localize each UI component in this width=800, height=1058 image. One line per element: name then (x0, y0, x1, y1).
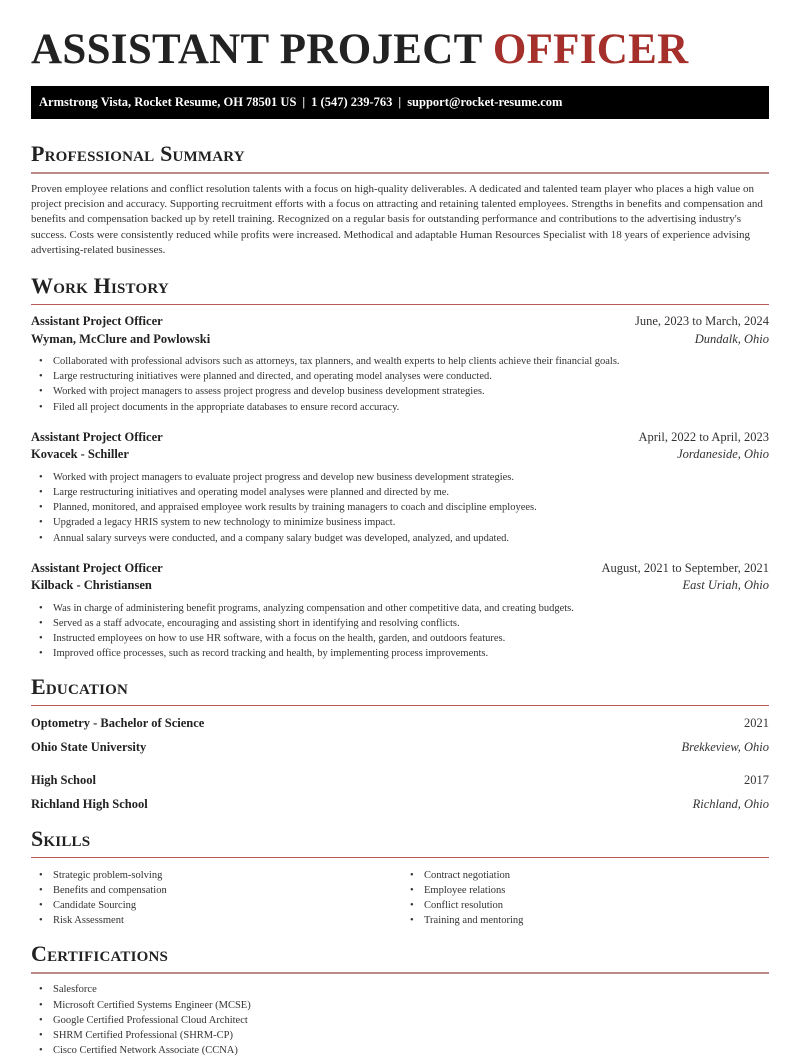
job-dates: June, 2023 to March, 2024 (634, 314, 769, 329)
job-entry (31, 429, 769, 546)
contact-phone: 1 (547) 239-763 (311, 95, 393, 109)
name-primary: ASSISTANT PROJECT (31, 26, 493, 73)
job-dates: August, 2021 to September, 2021 (601, 560, 769, 575)
job-bullet: • Served as a staff advocate, encouraging and assisting short in identifying and resolving conflicts. (39, 616, 769, 631)
contact-email[interactable]: support@rocket-resume.com (407, 95, 563, 109)
certification-item: • Salesforce (39, 982, 769, 997)
section-divider (31, 172, 769, 174)
edu-location: Brekkeview, Ohio (681, 739, 769, 754)
section-divider (31, 857, 769, 858)
summary-text: Proven employee relations and conflict resolution talents with a focus on high-quality deliverables. A dedicated and talented team player who places a high value on project precision and accuracy. Supporting recruitment efforts with a focus on attracting and retaining talented employees. Strengths in benefits and compensation and benefits and compensation backed up by retell training. Recognized on a regular basis for outstanding performance and contributions to the advertising industry's success. Costs were consistently reduced while profits were increased. Methodical and adaptable Human Resources Specialist with 18 years of experience advising advertising-related businesses. (31, 183, 763, 256)
job-bullet: • Was in charge of administering benefit programs, analyzing compensation and other competitive data, and creating budgets. (39, 601, 769, 616)
job-company: Wyman, McClure and Powlowski (31, 331, 211, 346)
job-location: Dundalk, Ohio (694, 331, 769, 346)
section-skills (31, 826, 769, 929)
skill-item: • Training and mentoring (410, 913, 773, 928)
job-bullet: • Worked with project managers to assess project progress and develop business development strategies. (39, 384, 769, 399)
section-work-history (31, 273, 769, 662)
skills-columns (31, 866, 769, 929)
section-certifications (31, 941, 769, 1058)
skills-list-right (402, 868, 773, 929)
skill-item: • Candidate Sourcing (39, 898, 402, 913)
section-title-education: Education (31, 673, 129, 699)
certifications-list (31, 982, 769, 1058)
section-education (31, 674, 769, 813)
skill-item: • Risk Assessment (39, 913, 402, 928)
job-bullet: • Large restructuring initiatives were planned and directed, and operating model analyses were conducted. (39, 369, 769, 384)
job-bullets (31, 601, 769, 662)
job-bullet: • Improved office processes, such as record tracking and health, by implementing process improvements. (39, 646, 769, 661)
edu-year: 2017 (744, 772, 769, 787)
contact-separator: | (398, 95, 402, 109)
job-bullet: • Annual salary surveys were conducted, and a company salary budget was developed, analyzed, and updated. (39, 531, 769, 546)
job-location: Jordaneside, Ohio (677, 447, 769, 462)
certification-item: • Microsoft Certified Systems Engineer (MCSE) (39, 998, 769, 1013)
skill-item: • Conflict resolution (410, 898, 773, 913)
education-entry (31, 771, 769, 813)
section-title-work-history: Work History (31, 273, 169, 299)
contact-address: Armstrong Vista, Rocket Resume, OH 78501 US (39, 95, 297, 109)
edu-degree: Optometry - Bachelor of Science (31, 715, 205, 730)
job-entry (31, 560, 769, 662)
skill-item: • Contract negotiation (410, 868, 773, 883)
contact-separator: | (302, 95, 306, 109)
job-company: Kovacek - Schiller (31, 447, 129, 462)
job-role: Assistant Project Officer (31, 314, 163, 329)
section-title-summary: Professional Summary (31, 141, 245, 166)
edu-school: Ohio State University (31, 739, 147, 754)
job-location: East Uriah, Ohio (682, 578, 769, 593)
section-divider (31, 304, 769, 305)
job-bullet: • Collaborated with professional advisors such as attorneys, tax planners, and wealth experts to help clients achieve their financial goals. (39, 354, 769, 369)
certification-item: • SHRM Certified Professional (SHRM-CP) (39, 1028, 769, 1043)
education-entry (31, 714, 769, 756)
section-divider (31, 972, 769, 974)
job-role: Assistant Project Officer (31, 429, 163, 444)
skill-item: • Strategic problem-solving (39, 868, 402, 883)
candidate-name (31, 0, 769, 85)
job-dates: April, 2022 to April, 2023 (638, 429, 769, 444)
edu-school: Richland High School (31, 796, 148, 811)
job-role: Assistant Project Officer (31, 560, 163, 575)
job-bullet: • Planned, monitored, and appraised employee work results by training managers to coach and discipline employees. (39, 500, 769, 515)
job-bullet: • Instructed employees on how to use HR software, with a focus on the health, garden, and outdoors features. (39, 631, 769, 646)
section-title-skills: Skills (31, 825, 91, 851)
section-summary (31, 141, 769, 258)
job-company: Kilback - Christiansen (31, 578, 152, 593)
job-bullet: • Large restructuring initiatives and operating model analyses were planned and directed by me. (39, 485, 769, 500)
section-title-certifications: Certifications (31, 941, 169, 967)
certification-item: • Google Certified Professional Cloud Architect (39, 1013, 769, 1028)
skill-item: • Employee relations (410, 883, 773, 898)
job-bullet: • Upgraded a legacy HRIS system to new technology to minimize business impact. (39, 515, 769, 530)
job-bullet: • Worked with project managers to evaluate project progress and develop new business development strategies. (39, 470, 769, 485)
name-accent: OFFICER (492, 26, 689, 73)
certification-item: • Cisco Certified Network Associate (CCNA) (39, 1043, 769, 1058)
skills-list-left (31, 868, 402, 929)
contact-bar (31, 86, 769, 119)
section-divider (31, 705, 769, 706)
job-bullets (31, 354, 769, 415)
skill-item: • Benefits and compensation (39, 883, 402, 898)
job-bullets (31, 470, 769, 546)
job-bullet: • Filed all project documents in the appropriate databases to ensure record accuracy. (39, 400, 769, 415)
edu-degree: High School (31, 772, 96, 787)
edu-year: 2021 (744, 715, 769, 730)
edu-location: Richland, Ohio (692, 796, 769, 811)
job-entry (31, 313, 769, 415)
